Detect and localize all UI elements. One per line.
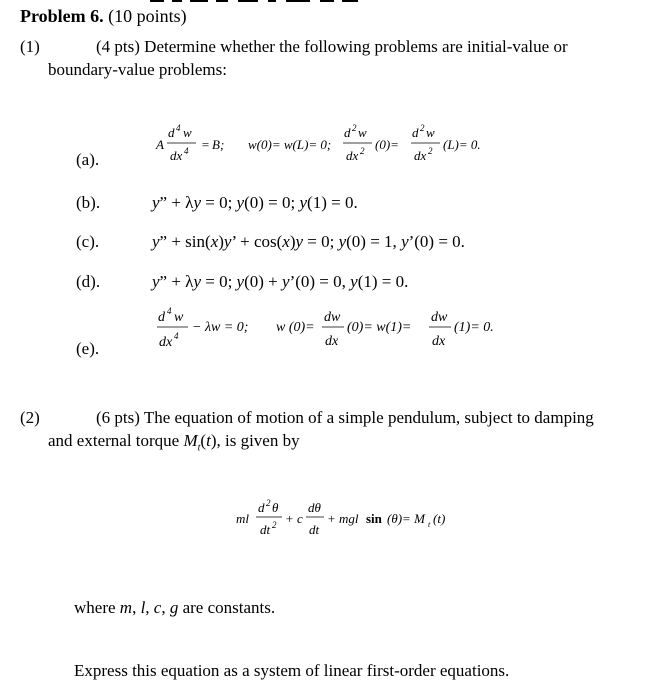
- svg-text:w: w: [426, 125, 435, 140]
- svg-text:4: 4: [167, 306, 172, 316]
- item-label-e: (e).: [76, 339, 100, 358]
- svg-text:d: d: [258, 500, 265, 515]
- svg-text:− λw = 0;: − λw = 0;: [192, 320, 249, 335]
- svg-text:A: A: [156, 137, 164, 152]
- part1-line1: (4 pts) Determine whether the following problems are initial-value or: [96, 37, 568, 56]
- svg-text:4: 4: [174, 331, 179, 341]
- svg-text:d: d: [344, 125, 351, 140]
- svg-text:w (0)=: w (0)=: [276, 320, 315, 335]
- svg-text:ml: ml: [236, 511, 249, 526]
- svg-text:w: w: [174, 310, 184, 325]
- svg-text:dt: dt: [260, 522, 271, 537]
- svg-text:2: 2: [266, 498, 271, 508]
- task-statement: Express this equation as a system of linear first-order equations.: [74, 661, 510, 680]
- svg-text:t: t: [428, 520, 431, 529]
- svg-text:(0)= w(1)=: (0)= w(1)=: [347, 320, 412, 335]
- problem-title: Problem 6. (10 points): [20, 6, 187, 26]
- svg-text:dw: dw: [324, 310, 341, 325]
- svg-text:d: d: [168, 125, 175, 140]
- svg-text:(0)=: (0)=: [375, 137, 399, 152]
- equation-e: [150, 300, 510, 360]
- svg-text:dx: dx: [432, 334, 446, 349]
- svg-text:sin: sin: [366, 511, 382, 526]
- svg-text:dx: dx: [159, 335, 173, 350]
- svg-text:d: d: [158, 310, 165, 325]
- item-label-b: (b).: [76, 193, 101, 212]
- svg-text:4: 4: [184, 146, 189, 156]
- item-label-c: (c).: [76, 232, 100, 251]
- svg-text:+ mgl: + mgl: [327, 511, 359, 526]
- svg-text:(1)= 0.: (1)= 0.: [454, 320, 494, 335]
- svg-text:w: w: [358, 125, 367, 140]
- svg-text:dx: dx: [346, 148, 359, 163]
- svg-text:2: 2: [272, 520, 277, 530]
- svg-text:2: 2: [352, 123, 357, 133]
- equation-c: y” + sin(x)y’ + cos(x)y = 0; y(0) = 1, y’(0) = 0.: [152, 232, 465, 251]
- equation-a: [150, 118, 500, 174]
- svg-text:dθ: dθ: [308, 500, 321, 515]
- svg-text:w: w: [183, 125, 192, 140]
- svg-text:(t): (t): [433, 511, 446, 526]
- item-label-a: (a).: [76, 150, 100, 169]
- svg-text:+ c: + c: [285, 511, 303, 526]
- item-label-d: (d).: [76, 272, 101, 291]
- part2-line2: and external torque $M_t(t)$, is given by: [48, 431, 300, 454]
- svg-text:=: =: [201, 137, 210, 152]
- cropped-text-remnant: [150, 0, 360, 2]
- svg-text:w(0)= w(L)= 0;: w(0)= w(L)= 0;: [248, 137, 332, 152]
- svg-text:4: 4: [176, 123, 181, 133]
- part1-line2: boundary-value problems:: [48, 60, 227, 79]
- part2-number: (2): [20, 408, 40, 427]
- svg-text:dt: dt: [309, 522, 320, 537]
- svg-text:θ: θ: [272, 500, 279, 515]
- svg-text:2: 2: [360, 146, 365, 156]
- svg-text:2: 2: [428, 146, 433, 156]
- svg-text:dw: dw: [431, 310, 448, 325]
- svg-text:dx: dx: [170, 148, 183, 163]
- part2-line1: (6 pts) The equation of motion of a simple pendulum, subject to damping: [96, 408, 594, 427]
- svg-text:dx: dx: [414, 148, 427, 163]
- part1-number: (1): [20, 37, 40, 56]
- equation-d: y” + λy = 0; y(0) + y’(0) = 0, y(1) = 0.: [152, 272, 409, 291]
- svg-text:(L)= 0.: (L)= 0.: [443, 137, 481, 152]
- svg-text:dx: dx: [325, 334, 339, 349]
- svg-text:2: 2: [420, 123, 425, 133]
- equation-b: y” + λy = 0; y(0) = 0; y(1) = 0.: [152, 193, 358, 212]
- svg-text:(θ)= M: (θ)= M: [387, 511, 425, 526]
- pendulum-equation: [232, 496, 462, 546]
- svg-text:d: d: [412, 125, 419, 140]
- constants-note: where m, l, c, g are constants.: [74, 598, 276, 617]
- svg-text:B;: B;: [212, 137, 225, 152]
